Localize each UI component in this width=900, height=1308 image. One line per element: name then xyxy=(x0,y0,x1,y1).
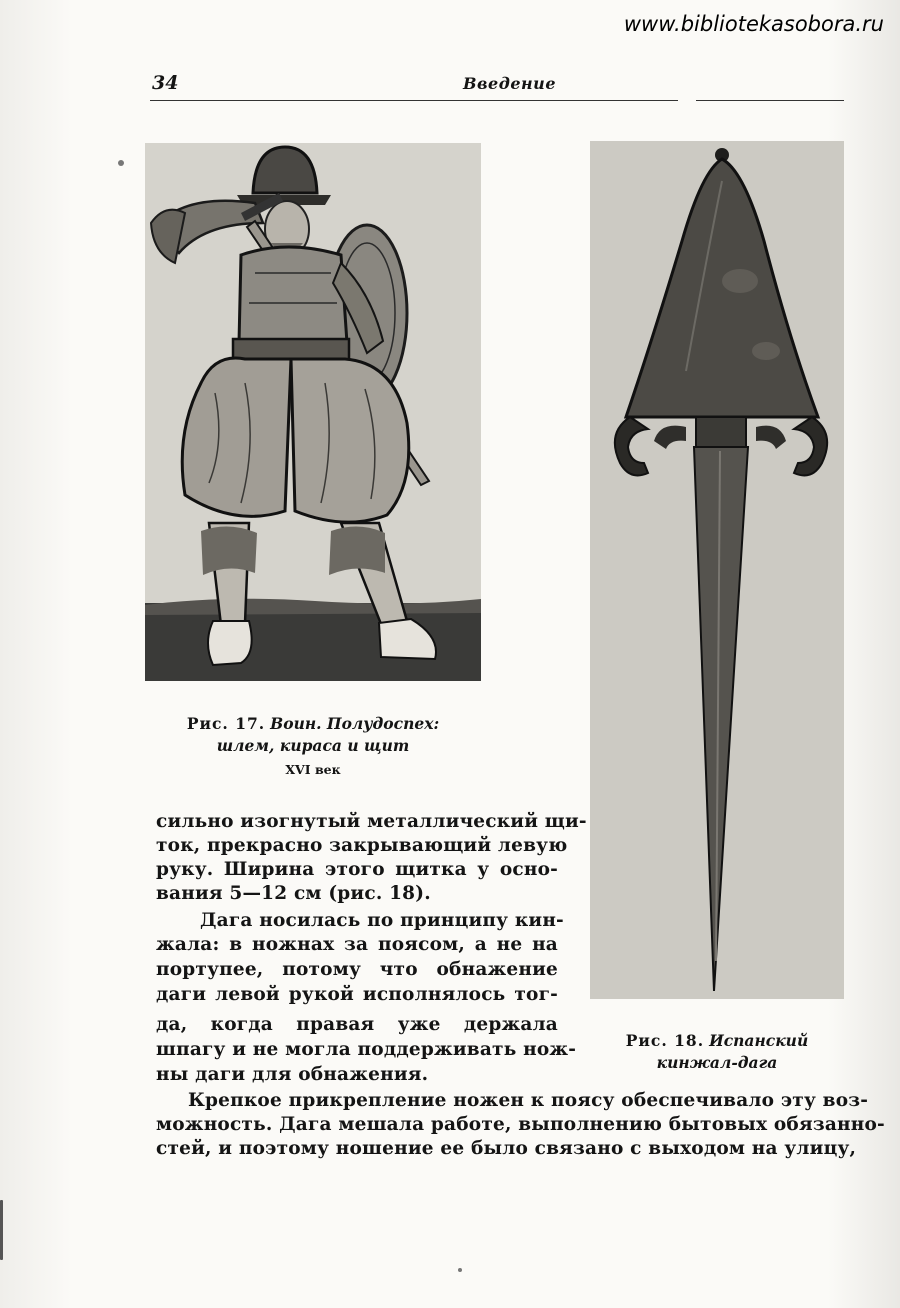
site-url-watermark[interactable]: www.bibliotekasobora.ru xyxy=(623,12,884,36)
scan-edge-shadow xyxy=(0,1200,3,1260)
warrior-drawing xyxy=(145,143,481,681)
header-rule-left xyxy=(150,100,678,101)
figure-17-subtitle: XVI век xyxy=(285,762,341,777)
figure-18-title: Испанский xyxy=(709,1031,809,1050)
figure-17-title-line2: шлем, кираса и щит xyxy=(216,736,410,755)
body-line-paragraph-start: Дага носилась по принципу кин- xyxy=(200,910,564,931)
body-line: шпагу и не могла поддерживать нож- xyxy=(156,1039,577,1060)
body-line: можность. Дага мешала работе, выполнению бытовых обязанно- xyxy=(156,1114,885,1135)
body-line: даги левой рукой исполнялось тог- xyxy=(156,984,558,1005)
body-line-paragraph-start: Крепкое прикрепление ножен к поясу обеспечивало эту воз- xyxy=(188,1090,869,1111)
body-line: да, когда правая уже держала xyxy=(156,1014,558,1035)
dagger-drawing xyxy=(590,141,844,999)
figure-18-dagger-illustration xyxy=(590,141,844,999)
figure-17-caption xyxy=(145,713,481,781)
figure-18-caption xyxy=(590,1030,844,1074)
scan-speck xyxy=(458,1268,462,1272)
scan-speck xyxy=(118,160,124,166)
body-line: ток, прекрасно закрывающий левую xyxy=(156,835,568,856)
figure-17-label: Рис. 17. xyxy=(186,714,266,733)
body-line: руку. Ширина этого щитка у осно- xyxy=(156,859,558,880)
page-number: 34 xyxy=(152,72,179,94)
figure-17-warrior-illustration xyxy=(145,143,481,681)
header-rule-right xyxy=(696,100,844,101)
body-line: стей, и поэтому ношение ее было связано с выходом на улицу, xyxy=(156,1138,857,1159)
figure-18-title-line2: кинжал-дага xyxy=(656,1053,778,1072)
body-line: сильно изогнутый металлический щи- xyxy=(156,811,587,832)
figure-17-title: Воин. Полудоспех: xyxy=(270,714,440,733)
running-title: Введение xyxy=(463,74,556,93)
body-line: ны даги для обнажения. xyxy=(156,1064,429,1085)
figure-18-label: Рис. 18. xyxy=(625,1031,705,1050)
body-line: вания 5—12 см (рис. 18). xyxy=(156,883,431,904)
body-line: портупее, потому что обнажение xyxy=(156,959,558,980)
body-line: жала: в ножнах за поясом, а не на xyxy=(156,934,558,955)
